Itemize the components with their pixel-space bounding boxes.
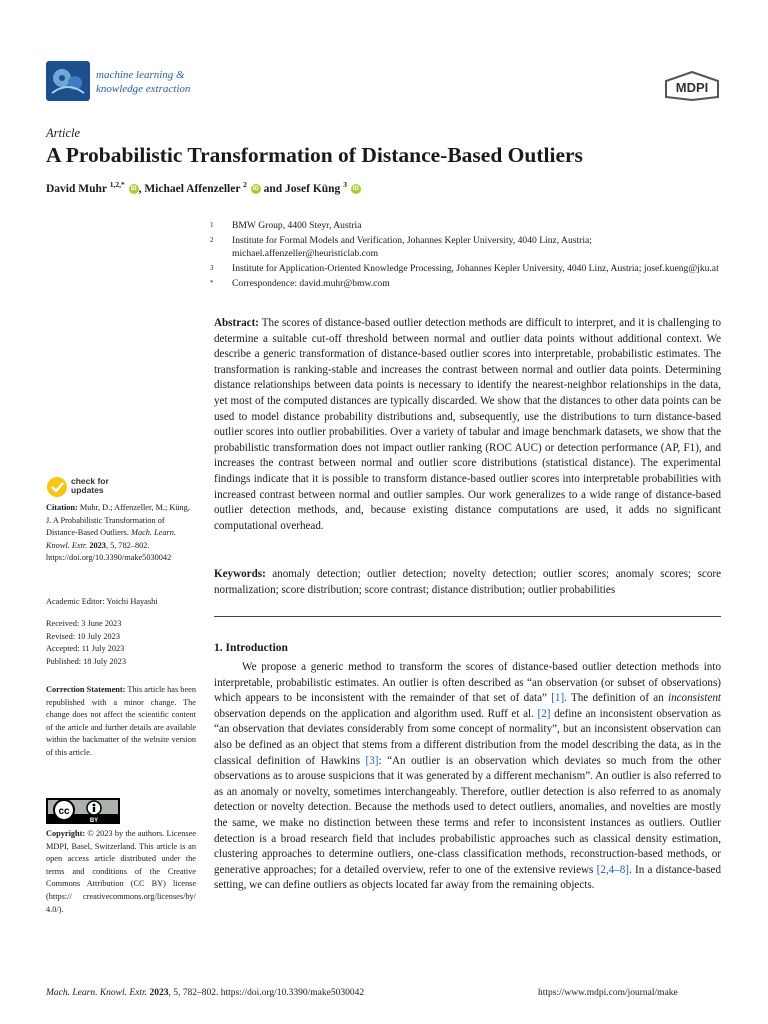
citation-journal: Mach. Learn. Knowl. Extr. [46,528,176,550]
abstract-label: Abstract: [214,317,259,329]
intro-text: . In a distance-based setting, we can define outliers as objects located far away from the remaining objects. [214,863,722,892]
copyright-label: Copyright: [46,829,86,838]
affiliation-item [210,220,740,233]
correction-label: Correction Statement: [46,685,126,694]
section-divider [214,616,721,617]
affiliation-item [210,278,740,291]
author-list [46,180,361,195]
journal-logo [46,61,90,101]
affiliation-text: Correspondence: david.muhr@bmw.com [232,277,390,289]
citation-text: Muhr, D.; Affenzeller, M.; Küng, J. A Probabilistic Transformation of Distance-Based Outliers. [46,503,190,538]
copyright-notice [46,828,196,916]
affiliation-mark: 3 [210,263,214,272]
footer-citation [46,988,364,998]
journal-name-line1: machine learning & [96,69,185,81]
author-name[interactable]: Josef Küng [285,182,341,195]
intro-text: . The definition of an [564,692,668,705]
abstract [214,316,721,534]
orcid-icon[interactable]: iD [130,186,137,193]
date-revised: Revised: 10 July 2023 [46,631,120,641]
abstract-text: The scores of distance-based outlier detection methods are difficult to interpret, and it is challenging to determine a suitable cut-off threshold between normal and outlier data points without additional context. We describe a generic transformation of distance-based outlier scores into interpretable, probabilistic estimates. The transformation is ranking-stable and increases the contrast between normal and outlier data points. Determining distance relationships between data points is necessary to identify the nearest-neighbor relationships in the data, yet most of the computed distances are typically discarded. We show that the distances to other data points can be used to model distance probability distributions and, subsequently, use the distributions to turn distance-based outlier scores into outlier probabilities. Over a variety of tabular and image benchmark datasets, we show that the probabilistic transformation does not impact outlier ranking (ROC AUC) or detection performance (AP, F1), and increases the contrast between normal and outlier score distributions (statistical distance). The experimental findings indicate that it is possible to transform distance-based outlier scores into interpretable probabilities with increased contrast between normal and outlier samples. Our work generalizes to a wide range of distance-based outlier detection methods, and, because existing distance computations are used, it adds no significant computational overhead. [214,317,721,532]
author-affil-mark: 3 [343,180,347,189]
affiliation-text: Institute for Formal Models and Verification, Johannes Kepler University, 4040 Linz, Austria; michael.affenzeller@heuristiclab.com [232,235,592,259]
author-separator: and [260,182,286,195]
article-title: A Probabilistic Transformation of Distance-Based Outliers [46,143,583,167]
check-updates-line2: updates [71,485,104,495]
keywords [214,567,721,598]
author-name[interactable]: Michael Affenzeller [144,182,241,195]
check-updates-icon [46,476,70,498]
footer-journal-url[interactable]: https://www.mdpi.com/journal/make [538,988,678,998]
affiliation-text: Institute for Application-Oriented Knowledge Processing, Johannes Kepler University, 4040 Linz, Austria; josef.kueng@jku.at [232,262,719,274]
intro-text: define an inconsistent observation as “an observation that deviates considerably from some concept of normality”, but an inconsistent observation can also be defined as an object that stems from a different distribution from the model describing the data, as in the classical definition of Hawkins [214,707,721,767]
author-separator: , [138,182,145,195]
section-heading: 1. Introduction [214,642,288,654]
journal-name-line2: knowledge extraction [96,83,191,95]
affiliation-mark: 2 [210,236,214,245]
affiliation-item [210,263,740,276]
keywords-text: anomaly detection; outlier detection; novelty detection; outlier scores; anomaly scores; score normalization; score distribution; score contrast; distance distribution; outlier probabilities [214,568,721,596]
citation-label: Citation: [46,503,78,512]
publisher-name: MDPI [675,80,709,95]
affiliation-text: BMW Group, 4400 Steyr, Austria [232,220,362,231]
intro-text: observation depends on the application and algorithm used. Ruff et al. [214,707,538,720]
introduction-paragraph [214,660,721,894]
correction-text: This article has been republished with a minor change. The change does not affect the scientific content of the article and further details are available within the backmatter of the website version of this article. [46,685,196,757]
cc-by-license-badge[interactable] [46,798,120,824]
citation-link[interactable]: [2] [537,707,551,720]
check-updates-line1: check for [71,476,109,486]
citation-block [46,502,196,565]
date-accepted: Accepted: 11 July 2023 [46,644,125,654]
affiliation-item [210,235,740,260]
affiliation-mark: * [210,278,214,287]
footer-journal: Mach. Learn. Knowl. Extr. [46,988,148,998]
citation-link[interactable]: [2,4–8] [596,863,629,876]
journal-name [96,68,190,96]
footer-year: 2023 [149,988,169,998]
mdpi-logo [664,71,720,101]
intro-emphasis: inconsistent [668,692,721,705]
author-affil-mark: 2 [243,180,247,189]
footer-doi[interactable]: , 5, 782–802. https://doi.org/10.3390/make5030042 [168,988,365,998]
citation-doi[interactable]: , 5, 782–802. https://doi.org/10.3390/make5030042 [46,540,172,563]
affiliation-list [210,220,740,293]
copyright-text: © 2023 by the authors. Licensee MDPI, Basel, Switzerland. This article is an open access article distributed under the terms and conditions of the Creative Commons Attribution (CC BY) license (https:// creativecommons.org/licenses/by/ 4.0/). [46,829,196,914]
cc-by-label: BY [89,818,99,824]
intro-text: We propose a generic method to transform the scores of distance-based outlier detection methods into interpretable, probabilistic estimates. An outlier is often described as “an observation (or subset of observations) which appears to be inconsistent with the remainder of that set of data” [214,661,721,705]
correction-statement [46,684,196,760]
author-affil-mark: 1,2,* [109,180,125,189]
affiliation-mark: 1 [210,221,214,229]
academic-editor: Academic Editor: Yoichi Hayashi [46,597,158,606]
date-published: Published: 18 July 2023 [46,656,126,666]
article-type: Article [46,126,81,140]
citation-link[interactable]: [3] [365,754,379,767]
author-name[interactable]: David Muhr [46,182,107,195]
orcid-icon[interactable]: iD [252,186,259,193]
citation-year: 2023 [89,540,106,550]
check-for-updates-badge[interactable] [46,476,166,498]
orcid-icon[interactable]: iD [352,186,359,193]
publication-dates [46,618,126,668]
citation-link[interactable]: [1] [551,692,565,705]
intro-text: : “An outlier is an observation which deviates so much from the other observations as to arouse suspicions that it was generated by a different mechanism”. An outlier is also referred to as an anomaly or novelty, sometimes interchangeably. Therefore, outlier detection is also referred to as anomaly detection or novelty detection. Because the methods used to detect outliers, anomalies, and novelties are mostly the same, we make no distinction between these terms and refer to inconsistent instances as outliers. Outlier detection is a broad research field that includes probabilistic approaches such as classical density estimation, clustering approaches to determine outliers, one-class classification methods, reconstruction-based methods, or generative approaches; for a detailed overview, refer to one of the extensive reviews [214,754,721,876]
svg-text:cc: cc [58,806,70,817]
keywords-label: Keywords: [214,568,266,580]
date-received: Received: 3 June 2023 [46,619,122,628]
